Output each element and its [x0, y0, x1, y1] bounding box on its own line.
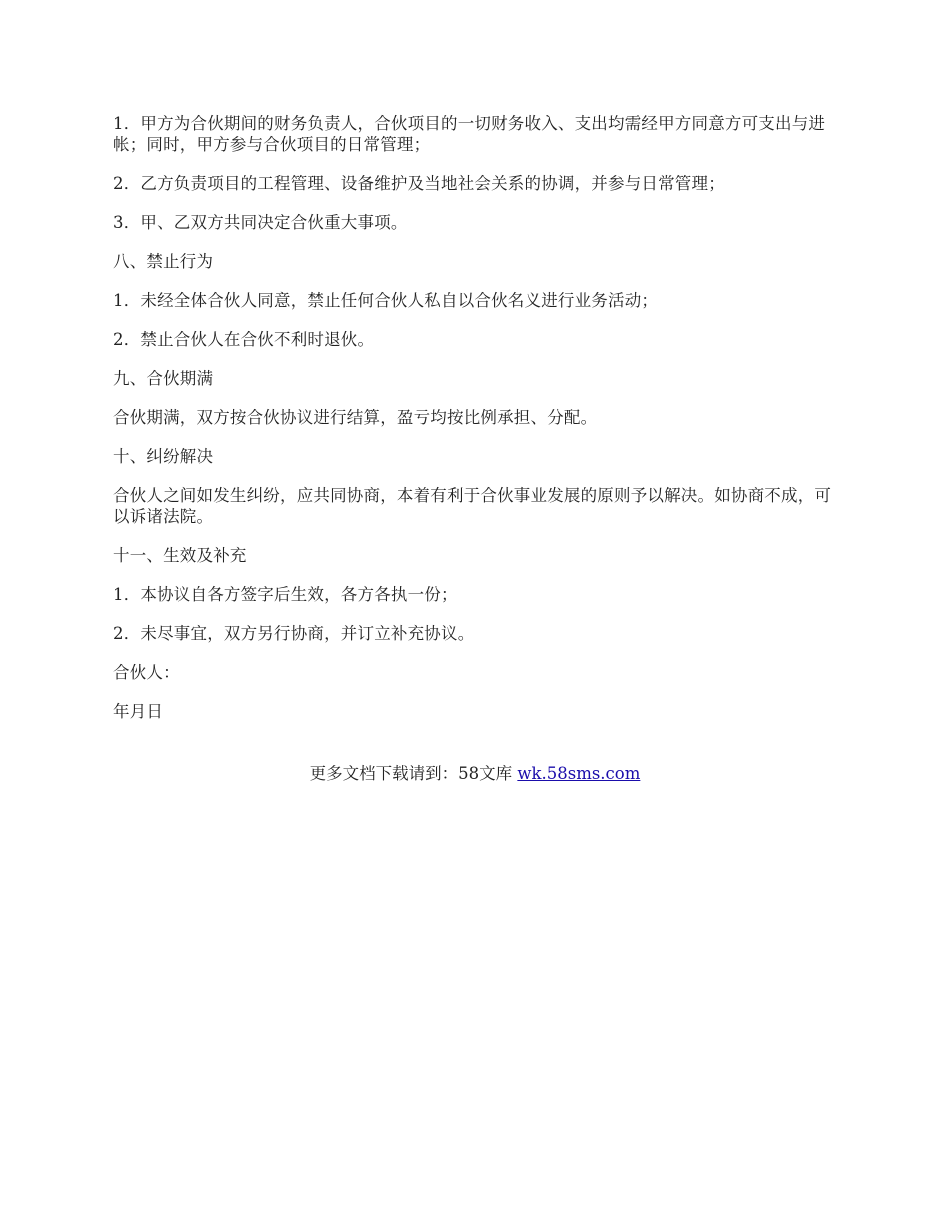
document-body	[113, 113, 841, 740]
paragraph-prohibited-2: 2．禁止合伙人在合伙不利时退伙。	[113, 330, 375, 349]
paragraph-effect-1: 1．本协议自各方签字后生效，各方各执一份；	[113, 585, 458, 604]
signature-partner-label: 合伙人：	[113, 663, 180, 682]
paragraph-dispute-resolution: 合伙人之间如发生纠纷，应共同协商，本着有利于合伙事业发展的原则予以解决。如协商不成，可以诉诸法院。	[113, 486, 832, 526]
paragraph-item-1: 1．甲方为合伙期间的财务负责人，合伙项目的一切财务收入、支出均需经甲方同意方可支出与进帐；同时，甲方参与合伙项目的日常管理；	[113, 114, 826, 154]
footer-link[interactable]: wk.58sms.com	[517, 764, 641, 783]
paragraph-item-2: 2．乙方负责项目的工程管理、设备维护及当地社会关系的协调，并参与日常管理；	[113, 174, 725, 193]
signature-date-label: 年月日	[113, 702, 164, 721]
section-heading-prohibited-acts: 八、禁止行为	[113, 252, 214, 271]
paragraph-prohibited-1: 1．未经全体合伙人同意，禁止任何合伙人私自以合伙名义进行业务活动；	[113, 291, 659, 310]
paragraph-term-expiry: 合伙期满，双方按合伙协议进行结算，盈亏均按比例承担、分配。	[113, 408, 598, 427]
section-heading-dispute-resolution: 十、纠纷解决	[113, 447, 214, 466]
download-footer	[0, 763, 950, 785]
footer-text: 更多文档下载请到：58文库	[309, 764, 518, 783]
section-heading-effect-supplement: 十一、生效及补充	[113, 546, 247, 565]
paragraph-item-3: 3．甲、乙双方共同决定合伙重大事项。	[113, 213, 408, 232]
paragraph-effect-2: 2．未尽事宜，双方另行协商，并订立补充协议。	[113, 624, 475, 643]
section-heading-term-expiry: 九、合伙期满	[113, 369, 214, 388]
